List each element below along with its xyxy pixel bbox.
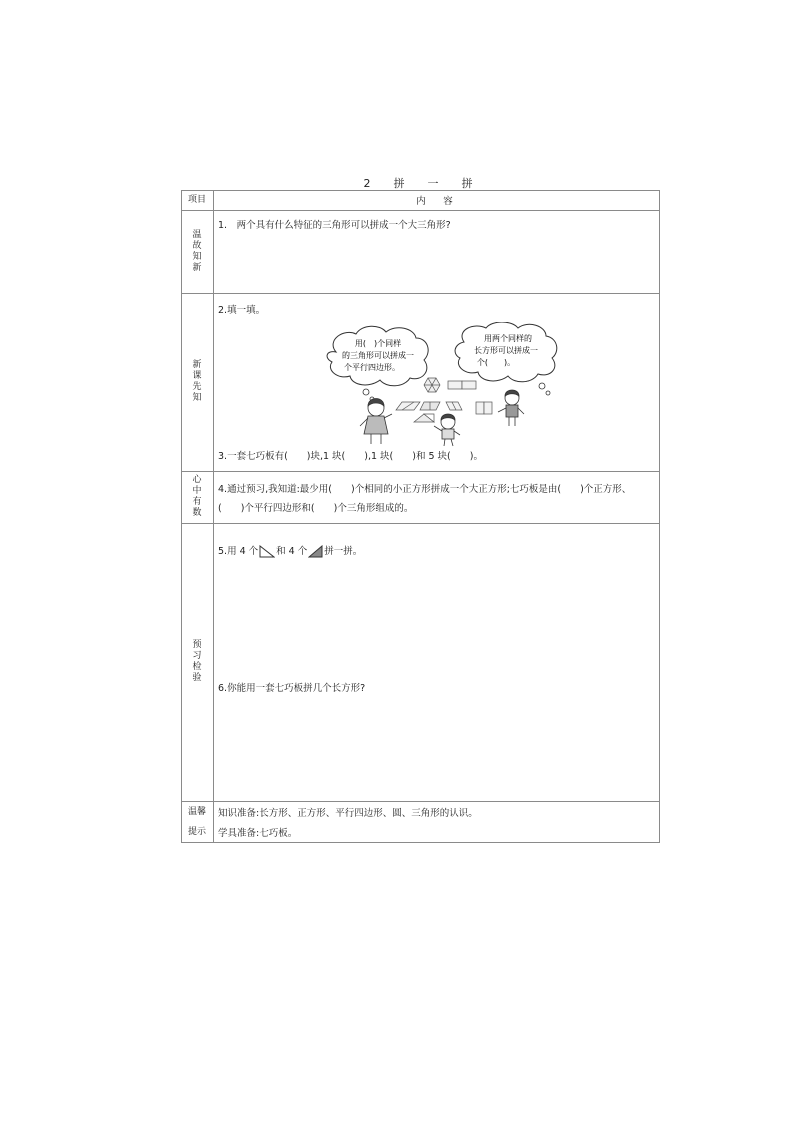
girl-figure (360, 399, 392, 445)
page-title: 2 拼 一 拼 (363, 177, 479, 190)
question-3: 3.一套七巧板有( )块,1 块( ),1 块( )和 5 块( )。 (218, 451, 483, 462)
row-divider-mind (181, 523, 660, 524)
parallelogram-shapes (396, 402, 462, 410)
row-divider-review (181, 293, 660, 294)
question-4: 4.通过预习,我知道:最少用( )个相同的小正方形拼成一个大正方形;七巧板是由( )个正方形、( )个平行四边形和( )个三角形组成的。 (218, 484, 632, 514)
right-triangle-icon (259, 545, 275, 558)
header-item-label: 项目 (187, 194, 206, 205)
row-label-new: 新课先知 (192, 360, 202, 403)
bubble-left-line1: 用( )个同样 (354, 339, 402, 348)
hexagon-shape (424, 378, 440, 392)
tip-tools: 学具准备:七巧板。 (218, 828, 298, 839)
rectangle-pair-top (448, 381, 476, 389)
row-divider-preview (181, 801, 660, 802)
question-6: 6.你能用一套七巧板拼几个长方形? (218, 683, 366, 694)
tangram-illustration (316, 322, 561, 447)
shaded-triangle-icon (308, 545, 323, 558)
bubble-left-line2: 的三角形可以拼成一 (342, 351, 414, 360)
question-1: 1. 两个具有什么特征的三角形可以拼成一个大三角形? (218, 220, 451, 231)
row-divider-new (181, 471, 660, 472)
question-5: 5.用 4 个 和 4 个 拼一拼。 (218, 546, 363, 557)
triangle-shape (414, 414, 434, 422)
boy-figure-middle (434, 414, 460, 446)
header-content-label: 内 容 (416, 196, 457, 207)
row-label-preview: 预习检验 (192, 640, 202, 683)
tip-knowledge: 知识准备:长方形、正方形、平行四边形、圆、三角形的认识。 (218, 808, 478, 819)
row-label-tips: 温馨 提示 (187, 806, 206, 837)
bubble-right-line1: 用两个同样的 (484, 334, 532, 343)
row-label-review: 温故知新 (192, 229, 202, 273)
row-label-mind: 心中有数 (192, 475, 202, 518)
row-divider-header (181, 210, 660, 211)
question-2: 2.填一填。 (218, 305, 266, 316)
column-divider (213, 190, 214, 843)
bubble-left-line3: 个平行四边形。 (344, 363, 400, 372)
boy-figure-right (498, 390, 524, 426)
bubble-right-line3: 个( )。 (476, 358, 516, 367)
lesson-table (181, 190, 660, 843)
bubble-right-line2: 长方形可以拼成一 (474, 346, 538, 355)
table-border-right (659, 190, 660, 843)
thought-bubble-left (327, 326, 428, 401)
rectangle-tall (476, 402, 492, 414)
